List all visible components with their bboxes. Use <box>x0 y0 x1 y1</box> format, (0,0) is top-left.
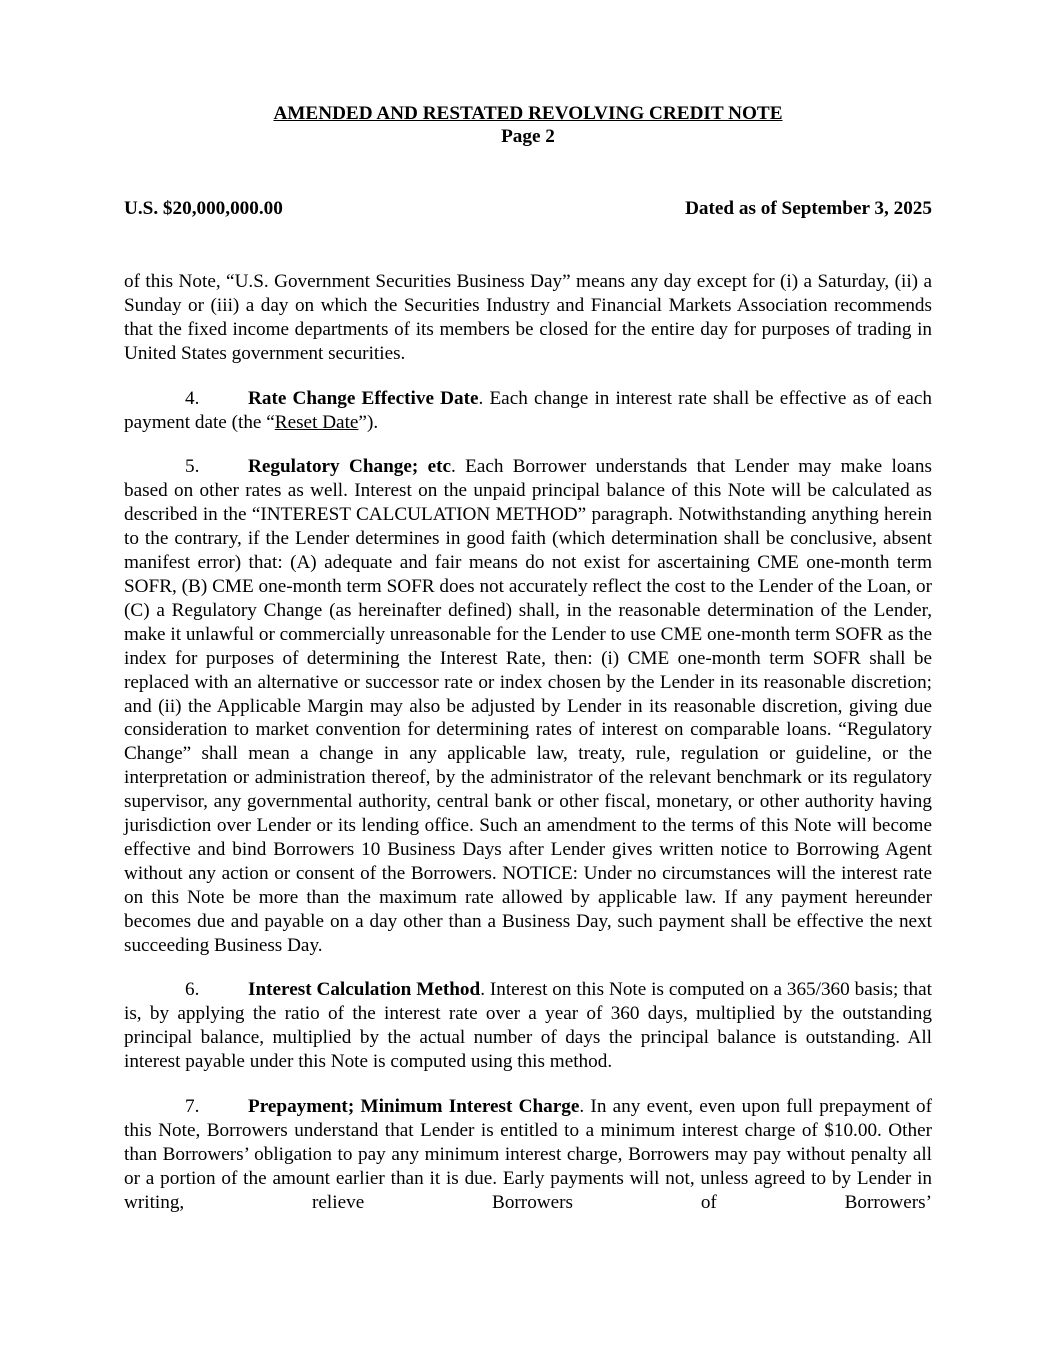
section-4 <box>124 387 932 435</box>
page-label: Page 2 <box>501 126 555 147</box>
document-title-block <box>124 102 932 148</box>
document-title: AMENDED AND RESTATED REVOLVING CREDIT NOTE <box>273 103 783 124</box>
note-amount: U.S. $20,000,000.00 <box>124 198 283 219</box>
continuation-paragraph: of this Note, “U.S. Government Securities Business Day” means any day except for (i) a Saturday, (ii) a Sunday or (iii) a day on which the Securities Industry and Financial Markets Association recommends that the fixed income departments of its members be closed for the entire day for purposes of trading in United States government securities. <box>124 271 932 364</box>
section-heading: Rate Change Effective Date <box>248 387 479 409</box>
note-header-row <box>124 197 932 221</box>
section-text: . Each change in interest rate shall be effective as of each payment date (the “ <box>124 387 932 433</box>
section-number: 7. <box>185 1096 200 1118</box>
section-text: ”). <box>358 411 379 433</box>
section-heading: Regulatory Change; etc <box>248 456 451 478</box>
section-heading: Prepayment; Minimum Interest Charge <box>248 1096 580 1118</box>
section-heading: Interest Calculation Method <box>248 979 481 1001</box>
section-number: 6. <box>185 979 200 1001</box>
section-number: 4. <box>185 387 200 409</box>
defined-term: Reset Date <box>274 411 359 433</box>
section-number: 5. <box>185 456 200 478</box>
section-5 <box>124 455 932 957</box>
section-6 <box>124 978 932 1074</box>
document-body <box>124 270 932 1236</box>
section-text: . In any event, even upon full prepayment of this Note, Borrowers understand that Lender is entitled to a minimum interest charge of $10.00. Other than Borrowers’ obligation to pay any minimum interest charge, Borrowers may pay without penalty all or a portion of the amount earlier than it is due. Early payments will not, unless agreed to by Lender in writing, relieve Borrowers of Borrowers’ <box>124 1096 933 1213</box>
note-date: Dated as of September 3, 2025 <box>685 198 932 219</box>
section-text: . Each Borrower understands that Lender may make loans based on other rates as well. Interest on the unpaid principal balance of this Note will be calculated as described in the “INTEREST CALCULATION METHOD” paragraph. Notwithstanding anything herein to the contrary, if the Lender determines in good faith (which determination shall be conclusive, absent manifest error) that: (A) adequate and fair means do not exist for ascertaining CME one-month term SOFR, (B) CME one-month term SOFR does not accurately reflect the cost to the Lender of the Loan, or (C) a Regulatory Change (as hereinafter defined) shall, in the reasonable determination of the Lender, make it unlawful or commercially unreasonable for the Lender to use CME one-month term SOFR as the index for purposes of determining the Interest Rate, then: (i) CME one-month term SOFR shall be replaced with an alternative or successor rate or index chosen by the Lender in its reasonable discretion; and (ii) the Applicable Margin may also be adjusted by Lender in its reasonable discretion, giving due consideration to market convention for determining rates of interest on comparable loans. “Regulatory Change” shall mean a change in any applicable law, treaty, rule, regulation or guideline, or the interpretation or administration thereof, by the administrator of the relevant benchmark or its regulatory supervisor, any governmental authority, central bank or other fiscal, monetary, or other authority having jurisdiction over Lender or its lending office. Such an amendment to the terms of this Note will become effective and bind Borrowers 10 Business Days after Lender gives written notice to Borrowing Agent without any action or consent of the Borrowers. NOTICE: Under no circumstances will the interest rate on this Note be more than the maximum rate allowed by applicable law. If any payment hereunder becomes due and payable on a day other than a Business Day, such payment shall be effective the next succeeding Business Day. <box>124 456 932 956</box>
section-7 <box>124 1095 932 1215</box>
section-text: . Interest on this Note is computed on a 365/360 basis; that is, by applying the ratio of the interest rate over a year of 360 days, multiplied by the outstanding principal balance, multiplied by the actual number of days the principal balance is outstanding. All interest payable under this Note is computed using this method. <box>124 979 932 1073</box>
